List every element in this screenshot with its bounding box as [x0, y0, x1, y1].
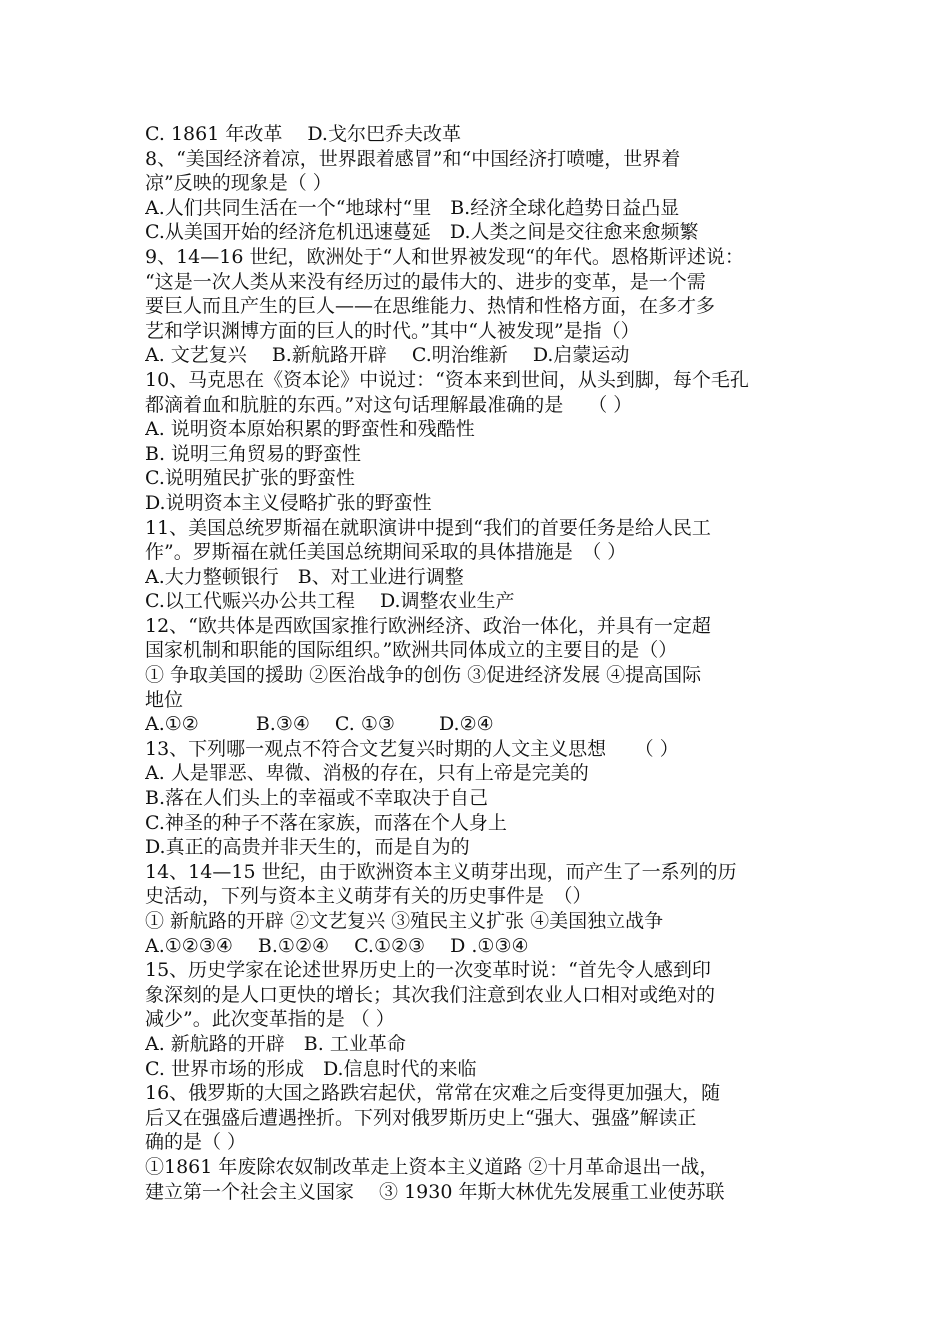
text-line: 作”。罗斯福在就任美国总统期间采取的具体措施是 （ ）	[145, 541, 627, 564]
text-line: A.①② B.③④ C. ①③ D.②④	[145, 713, 494, 736]
text-line: 10、马克思在《资本论》中说过：“资本来到世间，从头到脚，每个毛孔	[145, 368, 749, 391]
text-line: 16、俄罗斯的大国之路跌宕起伏，常常在灾难之后变得更加强大，随	[145, 1082, 721, 1105]
text-line: 象深刻的是人口更快的增长；其次我们注意到农业人口相对或绝对的	[145, 983, 716, 1006]
text-line: A.①②③④ B.①②④ C.①②③ D .①③④	[145, 934, 529, 957]
text-line: 8、“美国经济着凉，世界跟着感冒”和“中国经济打喷嚏，世界着	[145, 147, 681, 170]
text-line: 14、14—15 世纪，由于欧洲资本主义萌芽出现，而产生了一系列的历	[145, 860, 737, 883]
text-line: B.落在人们头上的幸福或不幸取决于自己	[145, 787, 489, 810]
text-line: A. 新航路的开辟 B. 工业革命	[145, 1032, 406, 1055]
text-line: ①1861 年废除农奴制改革走上资本主义道路 ②十月革命退出一战，	[145, 1155, 719, 1178]
text-line: A. 说明资本原始积累的野蛮性和残酷性	[145, 418, 475, 441]
text-line: D.说明资本主义侵略扩张的野蛮性	[145, 491, 432, 514]
text-line: C.从美国开始的经济危机迅速蔓延 D.人类之间是交往愈来愈频繁	[145, 221, 699, 244]
text-line: ① 争取美国的援助 ②医治战争的创伤 ③促进经济发展 ④提高国际	[145, 664, 702, 687]
text-line: 国家机制和职能的国际组织。”欧洲共同体成立的主要目的是（）	[145, 639, 678, 662]
text-line: 后又在强盛后遭遇挫折。下列对俄罗斯历史上“强大、强盛”解读正	[145, 1106, 697, 1129]
text-line: A.人们共同生活在一个“地球村“里 B.经济全球化趋势日益凸显	[145, 196, 680, 219]
text-line: 13、下列哪一观点不符合文艺复兴时期的人文主义思想 （ ）	[145, 737, 679, 760]
text-line: 15、历史学家在论述世界历史上的一次变革时说：“首先令人感到印	[145, 959, 711, 982]
text-line: A. 人是罪恶、卑微、消极的存在，只有上帝是完美的	[145, 762, 589, 785]
text-line: “这是一次人类从来没有经历过的最伟大的、进步的变革，是一个需	[145, 270, 706, 293]
text-line: C.神圣的种子不落在家族，而落在个人身上	[145, 811, 507, 834]
text-line: 确的是（ ）	[145, 1131, 247, 1154]
text-line: 艺和学识渊博方面的巨人的时代。”其中“人被发现”是指（）	[145, 319, 640, 342]
text-line: 都滴着血和肮脏的东西。”对这句话理解最准确的是 （ ）	[145, 393, 633, 416]
text-line: 11、美国总统罗斯福在就职演讲中提到“我们的首要任务是给人民工	[145, 516, 711, 539]
text-line: 地位	[145, 688, 184, 711]
text-line: 减少”。此次变革指的是 （ ）	[145, 1008, 395, 1031]
text-line: 12、“欧共体是西欧国家推行欧洲经济、政治一体化，并具有一定超	[145, 614, 711, 637]
text-line: C. 世界市场的形成 D.信息时代的来临	[145, 1057, 477, 1080]
text-line: D.真正的高贵并非天生的，而是自为的	[145, 836, 470, 859]
text-line: ① 新航路的开辟 ②文艺复兴 ③殖民主义扩张 ④美国独立战争	[145, 910, 664, 932]
text-line: B. 说明三角贸易的野蛮性	[145, 442, 362, 465]
text-line: C.说明殖民扩张的野蛮性	[145, 467, 355, 490]
text-line: 要巨人而且产生的巨人——在思维能力、热情和性格方面，在多才多	[145, 295, 716, 318]
text-line: 建立第一个社会主义国家 ③ 1930 年斯大林优先发展重工业使苏联	[145, 1180, 725, 1203]
document-body	[145, 122, 815, 1204]
text-line: 史活动，下列与资本主义萌芽有关的历史事件是 （）	[145, 885, 592, 908]
text-line: A. 文艺复兴 B.新航路开辟 C.明治维新 D.启蒙运动	[145, 344, 630, 367]
text-line: 9、14—16 世纪，欧洲处于“人和世界被发现“的年代。恩格斯评述说：	[145, 245, 744, 268]
text-line: A.大力整顿银行 B、对工业进行调整	[145, 565, 464, 588]
text-line: C. 1861 年改革 D.戈尔巴乔夫改革	[145, 123, 461, 145]
text-line: 凉”反映的现象是（ ）	[145, 172, 332, 195]
text-line: C.以工代赈兴办公共工程 D.调整农业生产	[145, 590, 515, 613]
